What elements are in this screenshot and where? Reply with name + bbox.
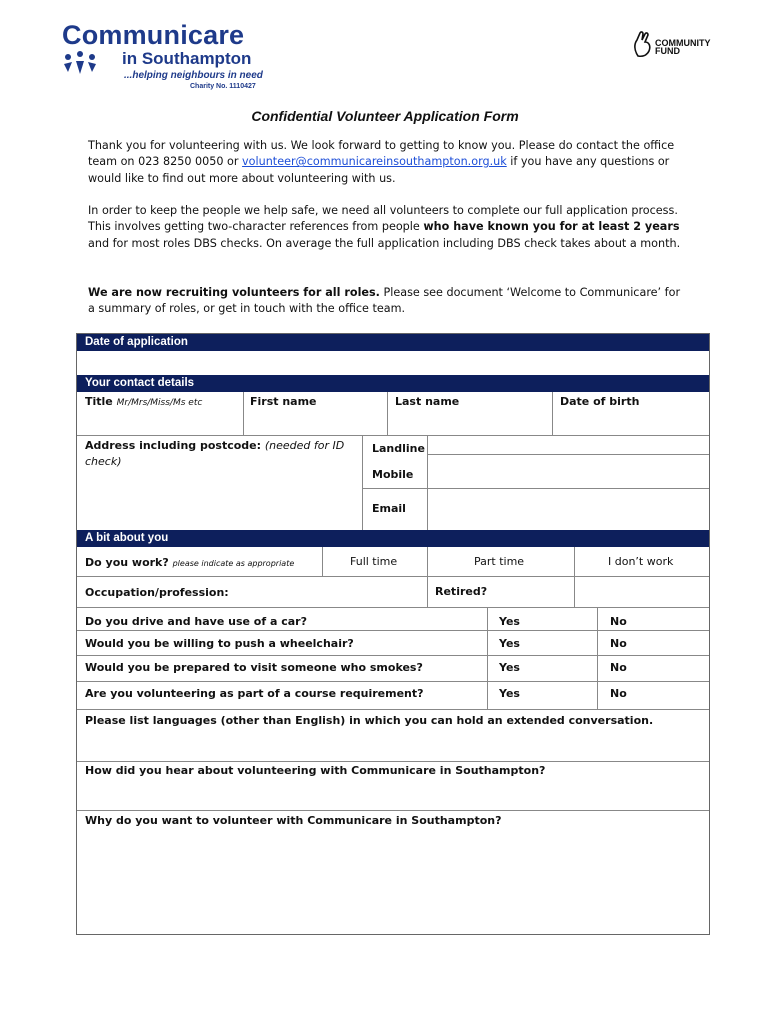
logo-tagline: ...helping neighbours in need [124, 70, 263, 81]
landline-label: Landline [372, 442, 425, 455]
answer-yes[interactable]: Yes [499, 615, 520, 628]
intro-paragraph-1: Thank you for volunteering with us. We look forward to getting to know you. Please do contact the office team on 023 8250 0050 or volunteer@communicareinsouthampton.org.uk if you have any questions or would like to find out more about volunteering with us. [88, 139, 675, 185]
mobile-label: Mobile [372, 468, 414, 481]
answer-no[interactable]: No [610, 637, 627, 650]
application-form-table [76, 333, 710, 935]
section-header-about: A bit about you [77, 530, 709, 547]
answer-no[interactable]: No [610, 615, 627, 628]
answer-yes[interactable]: Yes [499, 687, 520, 700]
community-fund-logo [632, 30, 732, 60]
question-drive: Do you drive and have use of a car? [85, 615, 307, 628]
retired-label: Retired? [435, 585, 488, 598]
work-option-part-time[interactable]: Part time [474, 555, 525, 568]
last-name-label: Last name [395, 395, 460, 408]
section-header-date: Date of application [77, 334, 709, 351]
answer-yes[interactable]: Yes [499, 661, 520, 674]
answer-no[interactable]: No [610, 661, 627, 674]
work-option-full-time[interactable]: Full time [350, 555, 398, 568]
answer-no[interactable]: No [610, 687, 627, 700]
form-title: Confidential Volunteer Application Form [251, 108, 519, 124]
community-fund-text: COMMUNITY FUND [655, 38, 711, 56]
communicare-logo [62, 20, 272, 95]
first-name-label: First name [250, 395, 317, 408]
intro-paragraph-3: We are now recruiting volunteers for all roles. Please see document ‘Welcome to Communicare’ for a summary of roles, or get in touch with the office team. [88, 286, 681, 316]
question-wheelchair: Would you be willing to push a wheelchair? [85, 637, 354, 650]
intro-paragraph-2: In order to keep the people we help safe, we need all volunteers to complete our full application process. This involves getting two-character references from people who have known you for at least 2 years and for most roles DBS checks. On average the full application including DBS check takes about a month. [88, 204, 681, 250]
work-option-no-work[interactable]: I don’t work [608, 555, 674, 568]
address-label: Address including postcode: (needed for ID check) [85, 439, 345, 468]
people-icon [62, 50, 102, 80]
title-field-label: Title Mr/Mrs/Miss/Ms etc [85, 395, 203, 408]
charity-number: Charity No. 1110427 [190, 83, 256, 90]
question-smokes: Would you be prepared to visit someone who smokes? [85, 661, 423, 674]
question-course: Are you volunteering as part of a course requirement? [85, 687, 424, 700]
email-label: Email [372, 502, 406, 515]
contact-email-link[interactable]: volunteer@communicareinsouthampton.org.uk [242, 155, 507, 169]
occupation-label: Occupation/profession: [85, 586, 229, 599]
section-header-contact: Your contact details [77, 375, 709, 392]
crossed-fingers-icon [632, 30, 654, 58]
hear-about-question: How did you hear about volunteering with Communicare in Southampton? [85, 764, 546, 777]
languages-question: Please list languages (other than English) in which you can hold an extended conversation. [85, 714, 654, 727]
answer-yes[interactable]: Yes [499, 637, 520, 650]
logo-org-name: Communicare [62, 20, 245, 50]
date-of-birth-label: Date of birth [560, 395, 640, 408]
logo-location: in Southampton [122, 49, 252, 68]
work-question-label: Do you work? please indicate as appropriate [85, 556, 295, 569]
why-volunteer-question: Why do you want to volunteer with Communicare in Southampton? [85, 814, 502, 827]
